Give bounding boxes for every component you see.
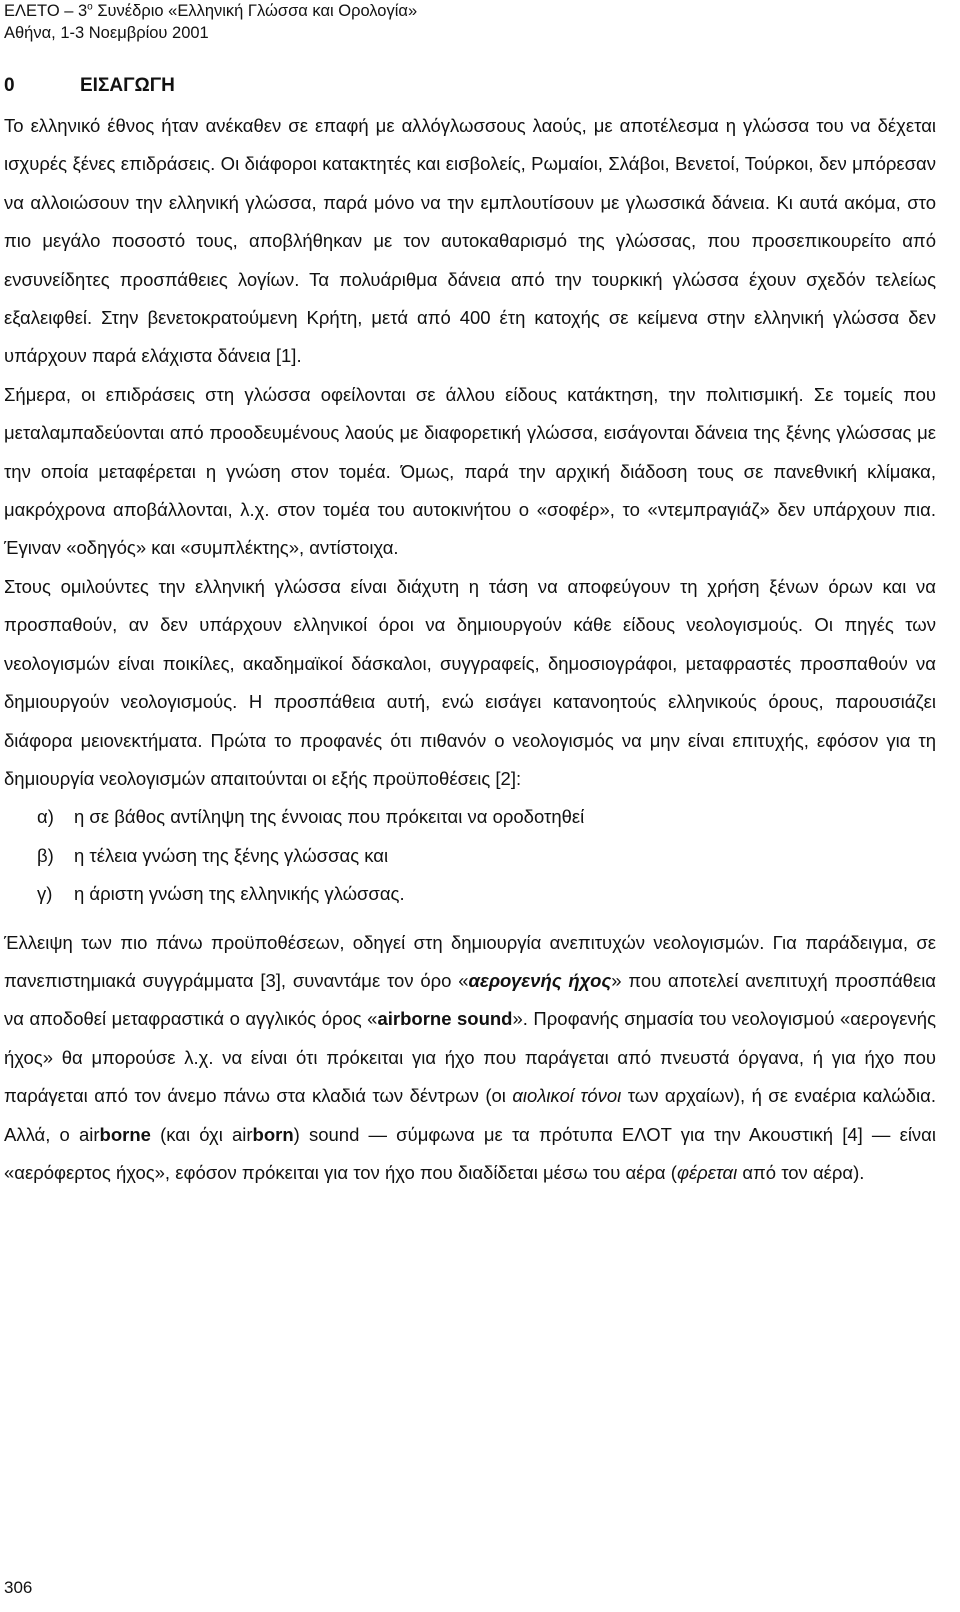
- list-marker: α): [37, 806, 54, 828]
- list-item: [4, 875, 936, 913]
- document-body: [4, 107, 936, 1192]
- list-marker: β): [37, 844, 54, 866]
- list-item: [4, 798, 936, 836]
- section-heading: [4, 74, 175, 98]
- page-header: [4, 0, 417, 44]
- list-item-text: η τέλεια γνώση της ξένης γλώσσας και: [74, 844, 389, 866]
- conference-title: ΕΛΕΤΟ – $3^o$ Συνέδριο «Ελληνική Γλώσσα και Ορολογία»: [4, 1, 418, 20]
- prerequisites-list: [4, 798, 936, 913]
- paragraph-4: Έλλειψη των πιο πάνω προϋποθέσεων, οδηγεί στη δημιουργία ανεπιτυχών νεολογισμών. Για παράδειγμα, σε πανεπιστημιακά συγγράμματα [3], συναντάμε τον όρο «αερογενής ήχος» που αποτελεί ανεπιτυχή προσπάθεια να αποδοθεί μεταφραστικά ο αγγλικός όρος «airborne sound». Προφανής σημασία του νεολογισμού «αερογενής ήχος» θα μπορούσε λ.χ. να είναι ότι πρόκειται για ήχο που παράγεται από πνευστά όργανα, ή για ήχο που παράγεται από τον άνεμο πάνω στα κλαδιά των δέντρων (οι αιολικοί τόνοι των αρχαίων), ή σε εναέρια καλώδια. Αλλά, ο airborne (και όχι airborn) sound — σύμφωνα με τα πρότυπα ΕΛΟΤ για την Ακουστική [4] — είναι «αερόφερτος ήχος», εφόσον πρόκειται για τον ήχο που διαδίδεται μέσω του αέρα (φέρεται από τον αέρα).: [4, 931, 936, 1183]
- term-airborne-sound: airborne sound: [377, 1008, 513, 1030]
- page-number: 306: [4, 1578, 33, 1597]
- term-aeolian-tones: αιολικοί τόνοι: [512, 1085, 622, 1107]
- paragraph-1: Το ελληνικό έθνος ήταν ανέκαθεν σε επαφή με αλλόγλωσσους λαούς, με αποτέλεσμα η γλώσσα του να δέχεται ισχυρές ξένες επιδράσεις. Οι διάφοροι κατακτητές και εισβολείς, Ρωμαίοι, Σλάβοι, Βενετοί, Τούρκοι, δεν μπόρεσαν να αλλοιώσουν την ελληνική γλώσσα, παρά μόνο να την εμπλουτίσουν με γλωσσικά δάνεια. Κι αυτά ακόμα, στο πιο μεγάλο ποσοστό τους, αποβλήθηκαν με τον αυτοκαθαρισμό της γλώσσας, που προσεπικουρείτο από ενσυνείδητες προσπάθειες λογίων. Τα πολυάριθμα δάνεια από την τουρκική γλώσσα έχουν σχεδόν τελείως εξαλειφθεί. Στην βενετοκρατούμενη Κρήτη, μετά από 400 έτη κατοχής σε κείμενα στην ελληνική γλώσσα δεν υπάρχουν παρά ελάχιστα δάνεια [1].: [4, 115, 936, 367]
- conference-date: Αθήνα, 1-3 Νοεμβρίου 2001: [4, 24, 209, 42]
- emphasis-born: born: [252, 1123, 294, 1145]
- list-item: [4, 837, 936, 875]
- emphasis-borne: borne: [99, 1123, 151, 1145]
- ordinal-superscript: ο: [87, 1, 93, 13]
- paragraph-2: Σήμερα, οι επιδράσεις στη γλώσσα οφείλονται σε άλλου είδους κατάκτηση, την πολιτισμική. Σε τομείς που μεταλαμπαδεύονται από προοδευμένους λαούς με διαφορετική γλώσσα, εισάγονται δάνεια της ξένης γλώσσας με την οποία μεταφέρεται η γνώση στον τομέα. Όμως, παρά την αρχική διάδοση τους σε πανεθνική κλίμακα, μακρόχρονα αποβάλλονται, λ.χ. στον τομέα του αυτοκινήτου ο «σοφέρ», το «ντεμπραγιάζ» δεν υπάρχουν πια. Έγιναν «οδηγός» και «συμπλέκτης», αντίστοιχα.: [4, 383, 936, 559]
- section-number: 0: [4, 75, 15, 96]
- list-marker: γ): [37, 883, 53, 905]
- list-item-text: η άριστη γνώση της ελληνικής γλώσσας.: [74, 883, 405, 905]
- term-feretai: φέρεται: [676, 1161, 738, 1183]
- term-aerogenis-ichos: αερογενής ήχος: [468, 969, 612, 991]
- section-title: ΕΙΣΑΓΩΓΗ: [80, 75, 175, 96]
- list-item-text: η σε βάθος αντίληψη της έννοιας που πρόκειται να οροδοτηθεί: [74, 806, 585, 828]
- paragraph-3: Στους ομιλούντες την ελληνική γλώσσα είναι διάχυτη η τάση να αποφεύγουν τη χρήση ξένων όρων και να προσπαθούν, αν δεν υπάρχουν ελληνικοί όροι να δημιουργούν κάθε είδους νεολογισμούς. Οι πηγές των νεολογισμών είναι ποικίλες, ακαδημαϊκοί δάσκαλοι, συγγραφείς, δημοσιογράφοι, μεταφραστές προσπαθούν να δημιουργούν νεολογισμούς. Η προσπάθεια αυτή, ενώ εισάγει κατανοητούς ελληνικούς όρους, παρουσιάζει διάφορα μειονεκτήματα. Πρώτα το προφανές ότι πιθανόν ο νεολογισμός να μην είναι επιτυχής, εφόσον για τη δημιουργία νεολογισμών απαιτούνται οι εξής προϋποθέσεις [2]:: [4, 575, 936, 789]
